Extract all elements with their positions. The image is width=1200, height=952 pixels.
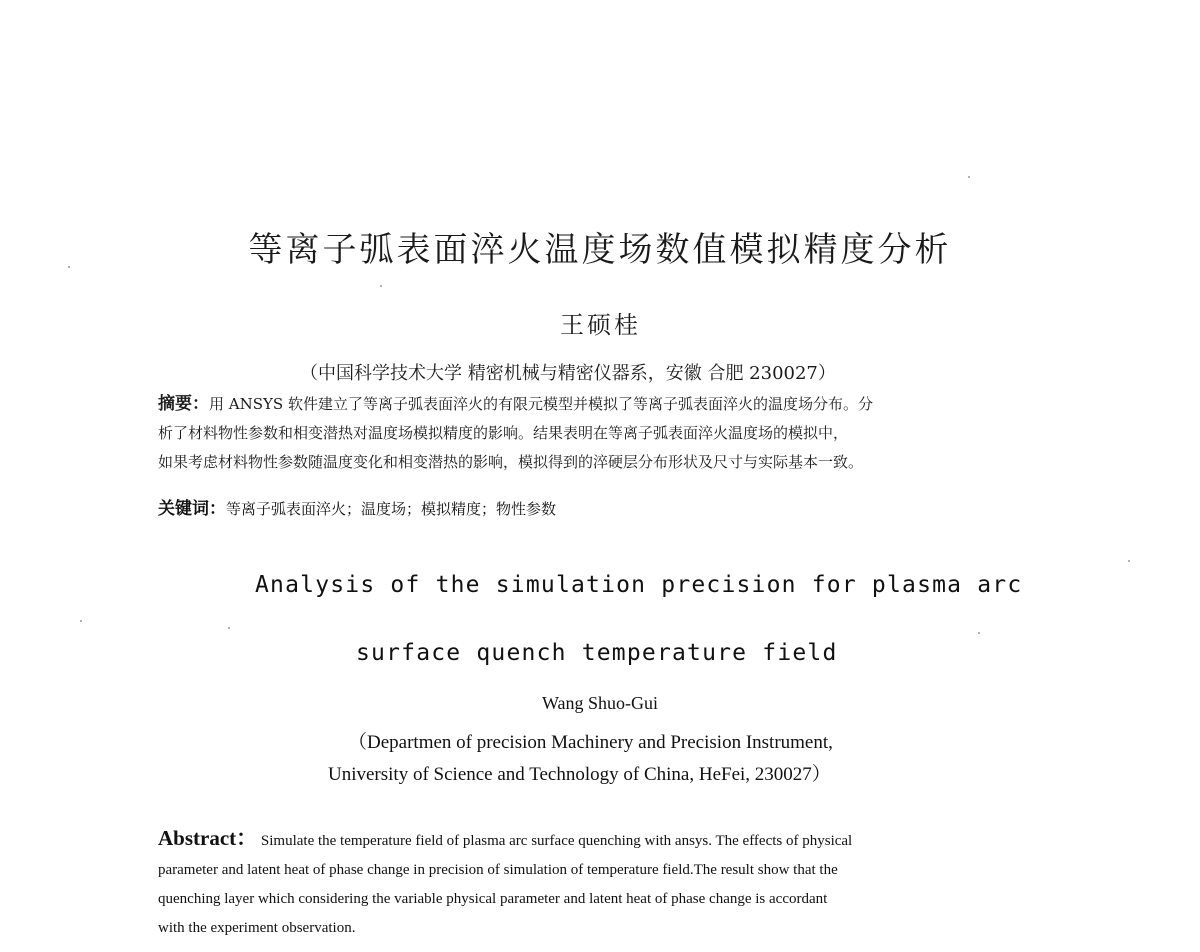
english-author: Wang Shuo-Gui — [541, 693, 659, 713]
scan-speck — [380, 285, 382, 287]
english-affiliation-line-2: University of Science and Technology of China, HeFei, 230027） — [328, 764, 831, 785]
english-abstract — [158, 824, 1038, 943]
english-abstract-text-1: Simulate the temperature field of plasma arc surface quenching with ansys. The effects of physical — [260, 833, 853, 849]
chinese-title-text: 等离子弧表面淬火温度场数值模拟精度分析 — [248, 230, 952, 270]
english-abstract-label: Abstract： — [158, 826, 258, 850]
chinese-affiliation: （中国科学技术大学 精密机械与精密仪器系，安徽 合肥 230027） — [300, 363, 836, 384]
chinese-abstract — [158, 390, 1028, 477]
chinese-abstract-line-1 — [158, 390, 1028, 419]
chinese-abstract-line-2: 析了材料物性参数和相变潜热对温度场模拟精度的影响。结果表明在等离子弧表面淬火温度场的模拟中， — [158, 424, 849, 442]
scan-speck — [228, 627, 230, 629]
english-abstract-line-3: quenching layer which considering the variable physical parameter and latent heat of phase change is accordant — [158, 891, 828, 907]
scan-speck — [968, 176, 970, 178]
chinese-keywords — [158, 494, 556, 519]
english-title-line-1: Analysis of the simulation precision for plasma arc — [255, 572, 1023, 598]
chinese-title — [0, 222, 1200, 271]
chinese-abstract-label: 摘要： — [158, 394, 209, 414]
scan-speck — [1128, 560, 1130, 562]
english-abstract-line-1 — [158, 824, 1038, 856]
english-abstract-line-2: parameter and latent heat of phase change in precision of simulation of temperature field.The result show that the — [158, 862, 838, 878]
chinese-abstract-line-3: 如果考虑材料物性参数随温度变化和相变潜热的影响，模拟得到的淬硬层分布形状及尺寸与实际基本一致。 — [158, 453, 864, 471]
english-affiliation-line-1: （Departmen of precision Machinery and Precision Instrument, — [348, 732, 833, 753]
chinese-author: 王硕桂 — [560, 311, 641, 339]
english-abstract-line-4: with the experiment observation. — [158, 920, 356, 936]
english-title-line-2: surface quench temperature field — [356, 640, 838, 666]
chinese-keywords-text: 等离子弧表面淬火；温度场；模拟精度；物性参数 — [226, 500, 557, 518]
scan-speck — [68, 266, 70, 268]
chinese-abstract-text-1: 用 ANSYS 软件建立了等离子弧表面淬火的有限元模型并模拟了等离子弧表面淬火的温度场分布。分 — [209, 395, 873, 413]
scan-speck — [80, 620, 82, 622]
chinese-keywords-label: 关键词： — [158, 499, 226, 519]
scan-speck — [978, 632, 980, 634]
